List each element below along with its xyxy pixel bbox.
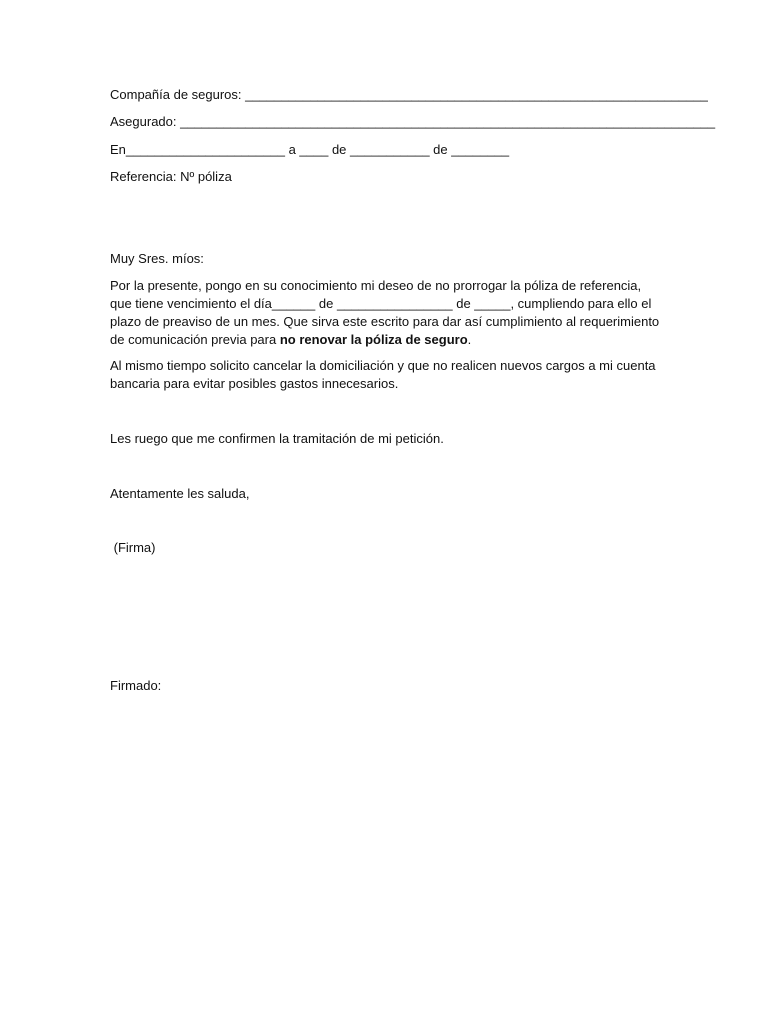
bold-emphasis: no renovar la póliza de seguro xyxy=(279,332,468,347)
paragraph-line: plazo de preaviso de un mes. Que sirva este escrito para dar así cumplimiento al requerimiento xyxy=(110,314,660,329)
paragraph-text: de comunicación previa para xyxy=(110,332,280,347)
salutation: Muy Sres. míos: xyxy=(110,251,204,266)
confirmation-request: Les ruego que me confirmen la tramitación de mi petición. xyxy=(110,431,444,446)
signature-label: (Firma) xyxy=(110,540,156,555)
paragraph-line: bancaria para evitar posibles gastos innecesarios. xyxy=(110,376,399,391)
paragraph-line: Por la presente, pongo en su conocimiento mi deseo de no prorrogar la póliza de referencia, xyxy=(110,278,642,293)
paragraph-line xyxy=(110,331,670,349)
paragraph-cancel-direct-debit xyxy=(110,357,670,393)
paragraph-line: Al mismo tiempo solicito cancelar la domiciliación y que no realicen nuevos cargos a mi cuenta xyxy=(110,358,656,373)
paragraph-non-renewal xyxy=(110,277,670,349)
insured-line: Asegurado: __________________________________________________________________________ xyxy=(110,114,716,129)
signed-label: Firmado: xyxy=(110,678,162,693)
paragraph-text: . xyxy=(467,332,472,347)
reference-line: Referencia: Nº póliza xyxy=(110,169,232,184)
closing-line: Atentamente les saluda, xyxy=(110,486,250,501)
paragraph-line: que tiene vencimiento el día______ de ________________ de _____, cumpliendo para ello el xyxy=(110,296,652,311)
place-date-line: En______________________ a ____ de ___________ de ________ xyxy=(110,142,510,157)
insurance-company-line: Compañía de seguros: ________________________________________________________________ xyxy=(110,87,708,102)
